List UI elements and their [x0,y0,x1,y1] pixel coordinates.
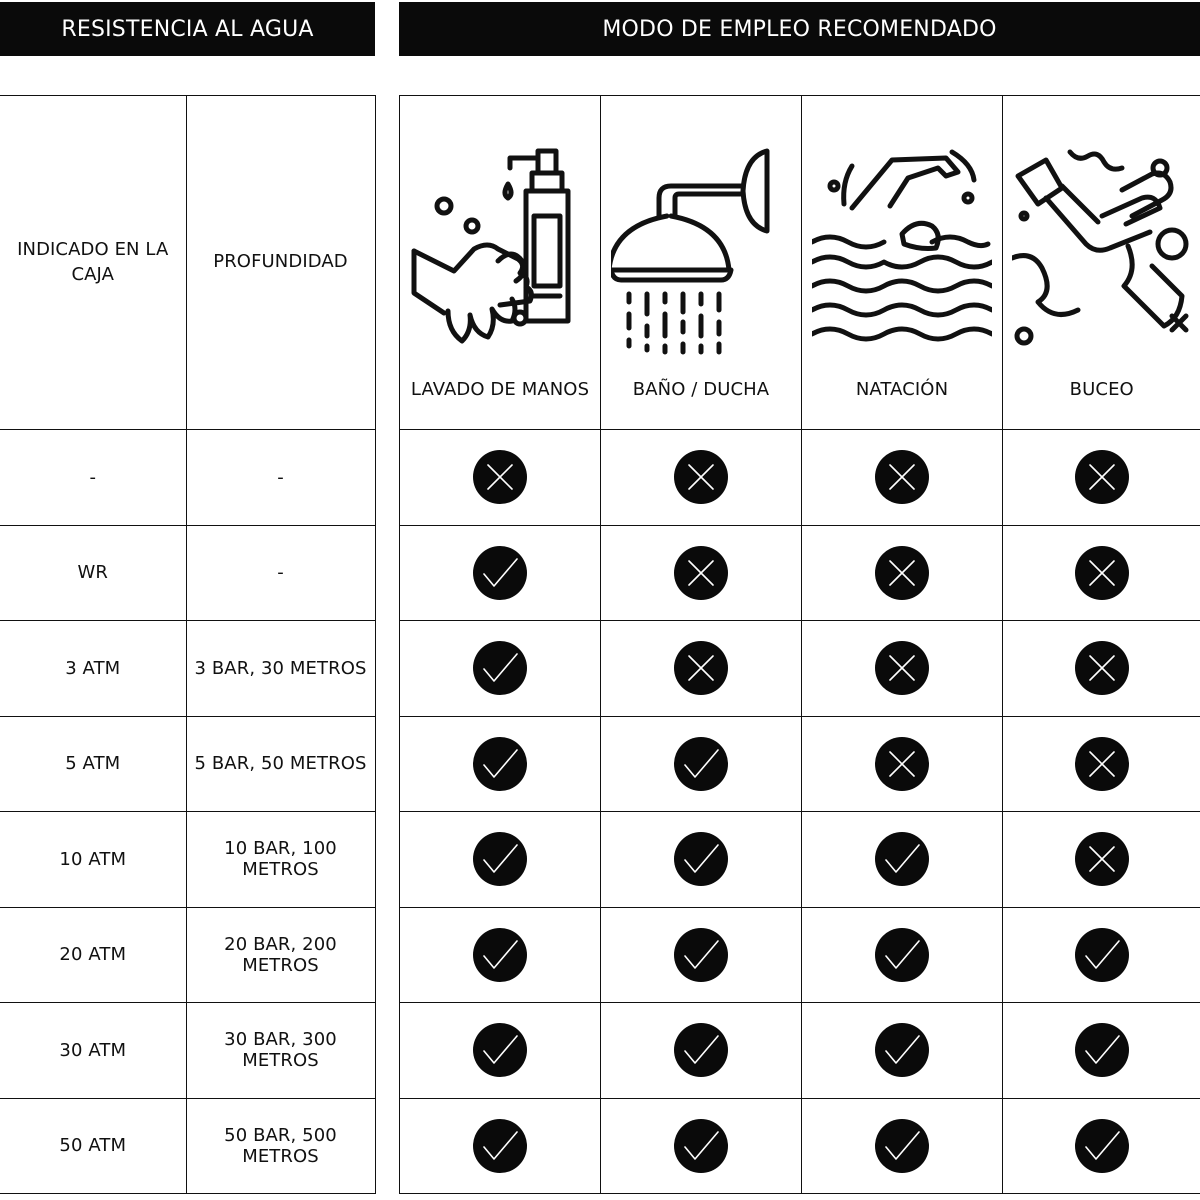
recommended-use-banner [399,2,1200,56]
activity-header-row [400,96,1200,430]
check-icon [1074,927,1130,983]
usage-cell-diving [1003,907,1200,1003]
indicated-cell: 20 ATM [0,907,186,1003]
diver-icon [1012,146,1192,361]
indicated-header: INDICADO EN LA CAJA [17,239,169,285]
cross-icon [874,736,930,792]
usage-cell-swimming [802,621,1003,717]
usage-cell-handwash [400,621,601,717]
check-icon [472,640,528,696]
check-icon [472,831,528,887]
check-icon [874,927,930,983]
indicated-cell: WR [0,525,186,621]
handwash-icon [410,146,590,361]
usage-cell-swimming [802,1003,1003,1099]
usage-cell-handwash [400,1003,601,1099]
resistance-table [0,95,376,1194]
usage-cell-shower [601,1098,802,1194]
indicated-cell: 50 ATM [0,1098,186,1194]
usage-row [400,430,1200,526]
check-icon [472,927,528,983]
usage-cell-handwash [400,716,601,812]
usage-cell-diving [1003,525,1200,621]
usage-cell-swimming [802,812,1003,908]
activity-header-diving [1003,96,1200,430]
indicated-cell: 10 ATM [0,812,186,908]
depth-cell: 5 BAR, 50 METROS [186,716,375,812]
cross-icon [874,640,930,696]
water-resistance-banner [0,2,375,56]
check-icon [1074,1022,1130,1078]
usage-cell-swimming [802,1098,1003,1194]
indicated-cell: 5 ATM [0,716,186,812]
check-icon [673,1022,729,1078]
usage-table [399,95,1200,1194]
check-icon [673,831,729,887]
depth-cell: 20 BAR, 200 METROS [186,907,375,1003]
usage-row [400,716,1200,812]
activity-header-swimming [802,96,1003,430]
check-icon [874,1118,930,1174]
activity-label-handwash: LAVADO DE MANOS [410,379,590,400]
cross-icon [1074,449,1130,505]
cross-icon [673,640,729,696]
usage-cell-shower [601,525,802,621]
usage-cell-diving [1003,716,1200,812]
check-icon [673,927,729,983]
check-icon [472,1022,528,1078]
usage-cell-shower [601,1003,802,1099]
usage-cell-shower [601,812,802,908]
check-icon [472,1118,528,1174]
check-icon [874,1022,930,1078]
indicated-header-cell [0,96,186,430]
resistance-row [0,525,375,621]
usage-row [400,1098,1200,1194]
usage-cell-shower [601,621,802,717]
usage-cell-handwash [400,812,601,908]
usage-cell-handwash [400,1098,601,1194]
usage-cell-shower [601,907,802,1003]
depth-cell: 50 BAR, 500 METROS [186,1098,375,1194]
activity-header-shower [601,96,802,430]
cross-icon [1074,736,1130,792]
usage-cell-diving [1003,1003,1200,1099]
usage-cell-swimming [802,525,1003,621]
resistance-row [0,716,375,812]
cross-icon [874,545,930,601]
check-icon [673,1118,729,1174]
usage-row [400,812,1200,908]
usage-cell-handwash [400,525,601,621]
resistance-row [0,621,375,717]
depth-header: PROFUNDIDAD [213,251,348,273]
usage-cell-diving [1003,621,1200,717]
depth-cell: 30 BAR, 300 METROS [186,1003,375,1099]
indicated-cell: - [0,430,186,526]
check-icon [1074,1118,1130,1174]
cross-icon [1074,831,1130,887]
usage-cell-handwash [400,907,601,1003]
resistance-header-row [0,96,375,430]
cross-icon [874,449,930,505]
resistance-row [0,812,375,908]
cross-icon [472,449,528,505]
cross-icon [1074,640,1130,696]
check-icon [472,736,528,792]
activity-label-swimming: NATACIÓN [855,379,949,400]
check-icon [874,831,930,887]
usage-cell-swimming [802,716,1003,812]
activity-header-handwash [400,96,601,430]
depth-cell: 10 BAR, 100 METROS [186,812,375,908]
shower-icon [611,146,791,361]
usage-cell-handwash [400,430,601,526]
usage-cell-swimming [802,907,1003,1003]
usage-cell-shower [601,430,802,526]
usage-cell-diving [1003,430,1200,526]
usage-row [400,621,1200,717]
usage-row [400,1003,1200,1099]
depth-cell: - [186,525,375,621]
depth-cell: 3 BAR, 30 METROS [186,621,375,717]
cross-icon [673,545,729,601]
usage-cell-swimming [802,430,1003,526]
resistance-row [0,1098,375,1194]
resistance-row [0,1003,375,1099]
usage-cell-shower [601,716,802,812]
resistance-row [0,907,375,1003]
activity-label-diving: BUCEO [1069,379,1134,400]
cross-icon [673,449,729,505]
depth-header-cell [186,96,375,430]
check-icon [673,736,729,792]
cross-icon [1074,545,1130,601]
usage-cell-diving [1003,1098,1200,1194]
water-resistance-title: RESISTENCIA AL AGUA [61,16,314,42]
resistance-row [0,430,375,526]
usage-row [400,907,1200,1003]
check-icon [472,545,528,601]
indicated-cell: 3 ATM [0,621,186,717]
recommended-use-title: MODO DE EMPLEO RECOMENDADO [602,16,997,42]
swimmer-icon [812,146,992,361]
indicated-cell: 30 ATM [0,1003,186,1099]
depth-cell: - [186,430,375,526]
activity-label-shower: BAÑO / DUCHA [632,379,770,400]
usage-row [400,525,1200,621]
usage-cell-diving [1003,812,1200,908]
